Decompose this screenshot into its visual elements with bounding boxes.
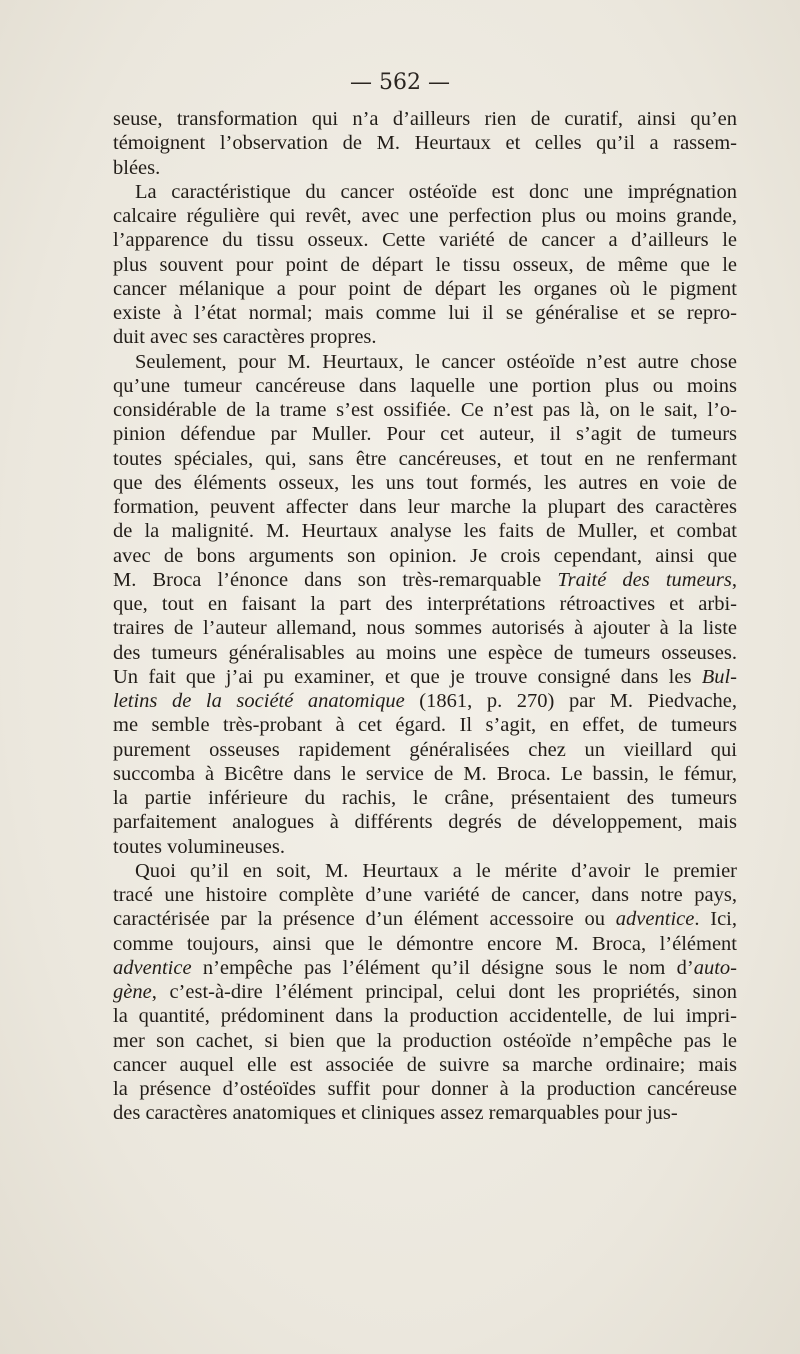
- text-line: formation, peuvent affecter dans leur marche la plupart des caractères: [113, 496, 737, 518]
- text-line: parfaitement analogues à différents degrés de développement, mais: [113, 811, 737, 834]
- text-line: Quoi qu’il en soit, M. Heurtaux a le mérite d’avoir le premier: [135, 859, 737, 882]
- text-line: purement osseuses rapidement généralisées chez un vieillard qui: [113, 738, 737, 761]
- text-line: Un fait que j’ai pu examiner, et que je trouve consigné dans les Bul-: [113, 665, 737, 688]
- text-line: qu’une tumeur cancéreuse dans laquelle une portion plus ou moins: [113, 374, 737, 397]
- text-line: considérable de la trame s’est ossifiée. Ce n’est pas là, on le sait, l’o-: [113, 399, 737, 421]
- text-line: tracé une histoire complète d’une variété de cancer, dans notre pays,: [113, 884, 737, 906]
- text-line: que des éléments osseux, les uns tout formés, les autres en voie de: [113, 471, 737, 494]
- text-line: me semble très-probant à cet égard. Il s’agit, en effet, de tumeurs: [113, 714, 737, 737]
- text-line: La caractéristique du cancer ostéoïde est donc une imprégnation: [135, 180, 737, 203]
- text-line: M. Broca l’énonce dans son très-remarquable Traité des tumeurs,: [113, 568, 737, 591]
- text-line: existe à l’état normal; mais comme lui il se généralise et se repro-: [113, 302, 737, 324]
- text-line: des caractères anatomiques et cliniques assez remarquables pour jus-: [113, 1102, 678, 1125]
- text-line: avec de bons arguments son opinion. Je crois cependant, ainsi que: [113, 544, 737, 567]
- text-line: succomba à Bicêtre dans le service de M. Broca. Le bassin, le fémur,: [113, 762, 737, 785]
- text-line: calcaire régulière qui revêt, avec une perfection plus ou moins grande,: [113, 205, 737, 227]
- text-line: duit avec ses caractères propres.: [113, 326, 377, 349]
- text-line: que, tout en faisant la part des interprétations rétroactives et arbi-: [113, 593, 737, 615]
- text-line: seuse, transformation qui n’a d’ailleurs rien de curatif, ainsi qu’en: [113, 108, 737, 130]
- text-line: cancer auquel elle est associée de suivre sa marche ordinaire; mais: [113, 1053, 737, 1076]
- text-line: gène, c’est-à-dire l’élément principal, celui dont les propriétés, sinon: [113, 981, 737, 1003]
- italic-text: Bul-: [701, 665, 737, 688]
- text-line: toutes volumineuses.: [113, 835, 285, 858]
- text-line: comme toujours, ainsi que le démontre encore M. Broca, l’élément: [113, 932, 737, 955]
- text-line: l’apparence du tissu osseux. Cette variété de cancer a d’ailleurs le: [113, 229, 737, 252]
- text-line: témoignent l’observation de M. Heurtaux et celles qu’il a rassem-: [113, 132, 737, 155]
- text-line: adventice n’empêche pas l’élément qu’il désigne sous le nom d’auto-: [113, 956, 737, 979]
- text-line: la partie inférieure du rachis, le crâne, présentaient des tumeurs: [113, 787, 737, 809]
- text-line: traires de l’auteur allemand, nous sommes autorisés à ajouter à la liste: [113, 617, 737, 640]
- italic-text: adventice: [113, 956, 192, 979]
- text-line: des tumeurs généralisables au moins une espèce de tumeurs osseuses.: [113, 641, 737, 664]
- text-line: la présence d’ostéoïdes suffit pour donner à la production cancéreuse: [113, 1078, 737, 1100]
- text-line: mer son cachet, si bien que la production ostéoïde n’empêche pas le: [113, 1029, 737, 1052]
- text-line: caractérisée par la présence d’un élément accessoire ou adventice. Ici,: [113, 908, 737, 931]
- text-line: toutes spéciales, qui, sans être cancéreuses, et tout en ne renfermant: [113, 447, 737, 470]
- italic-text: Traité des tumeurs: [557, 568, 732, 591]
- text-line: la quantité, prédominent dans la production accidentelle, de lui impri-: [113, 1005, 737, 1028]
- text-line: letins de la société anatomique (1861, p. 270) par M. Piedvache,: [113, 690, 737, 712]
- italic-text: adventice: [615, 908, 695, 931]
- text-line: blées.: [113, 156, 161, 179]
- text-line: de la malignité. M. Heurtaux analyse les faits de Muller, et combat: [113, 520, 737, 543]
- italic-text: auto-: [693, 956, 737, 979]
- page-number: — 562 —: [350, 70, 450, 95]
- text-line: Seulement, pour M. Heurtaux, le cancer ostéoïde n’est autre chose: [135, 350, 737, 373]
- text-line: cancer mélanique a pour point de départ les organes où le pigment: [113, 277, 737, 300]
- italic-text: letins de la société anatomique: [113, 690, 405, 712]
- text-line: plus souvent pour point de départ le tissu osseux, de même que le: [113, 253, 737, 276]
- text-line: pinion défendue par Muller. Pour cet auteur, il s’agit de tumeurs: [113, 423, 737, 446]
- body-text: [113, 107, 737, 1126]
- italic-text: gène: [113, 981, 152, 1003]
